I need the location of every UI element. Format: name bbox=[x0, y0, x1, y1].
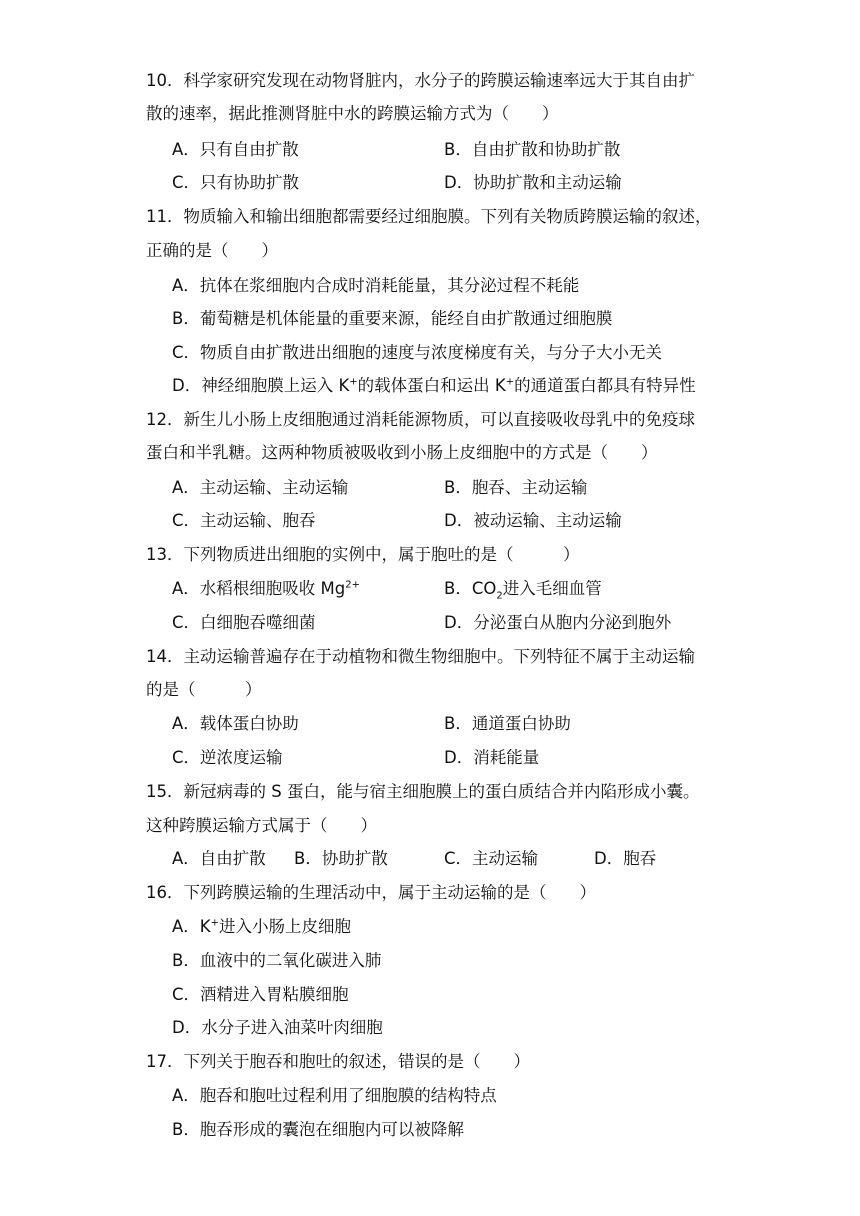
q14-option-a: A．载体蛋白协助 bbox=[172, 714, 299, 733]
q13-option-c: C．白细胞吞噬细菌 bbox=[172, 613, 316, 632]
q12-option-c: C．主动运输、胞吞 bbox=[172, 511, 316, 530]
q11-option-c: C．物质自由扩散进出细胞的速度与浓度梯度有关，与分子大小无关 bbox=[172, 343, 663, 362]
q12-option-a: A．主动运输、主动运输 bbox=[172, 478, 349, 497]
q17-option-b: B．胞吞形成的囊泡在细胞内可以被降解 bbox=[172, 1120, 464, 1139]
q13-option-b: B．$CO_2$进入毛细血管 bbox=[444, 579, 602, 602]
q12-stem-line2: 蛋白和半乳糖。这两种物质被吸收到小肠上皮细胞中的方式是（ ） bbox=[146, 443, 658, 462]
q14-option-c: C．逆浓度运输 bbox=[172, 748, 283, 767]
q14-stem-line1: 14．主动运输普遍存在于动植物和微生物细胞中。下列特征不属于主动运输 bbox=[146, 647, 695, 666]
q11-option-d: D．神经细胞膜上运入 K+的载体蛋白和运出 K+的通道蛋白都具有特异性 bbox=[172, 376, 696, 395]
q15-stem-line1: 15．新冠病毒的 S 蛋白，能与宿主细胞膜上的蛋白质结合并内陷形成小囊。 bbox=[146, 782, 700, 801]
q11-stem-line1: 11．物质输入和输出细胞都需要经过细胞膜。下列有关物质跨膜运输的叙述， bbox=[146, 207, 712, 226]
q16-stem: 16．下列跨膜运输的生理活动中，属于主动运输的是（ ） bbox=[146, 883, 596, 902]
q12-option-b: B．胞吞、主动运输 bbox=[444, 478, 588, 497]
q12-stem-line1: 12．新生儿小肠上皮细胞通过消耗能源物质，可以直接吸收母乳中的免疫球 bbox=[146, 410, 695, 429]
q16-option-a: A．K+进入小肠上皮细胞 bbox=[172, 917, 351, 936]
q13-stem: 13．下列物质进出细胞的实例中，属于胞吐的是（ ） bbox=[146, 545, 580, 564]
q14-stem-line2: 的是（ ） bbox=[146, 680, 262, 699]
q15-option-a: A．自由扩散 bbox=[172, 849, 266, 868]
q13-option-a: A．水稻根细胞吸收 $Mg^{2+}$ bbox=[172, 579, 360, 598]
q15-option-d: D．胞吞 bbox=[594, 849, 657, 868]
q16-option-d: D．水分子进入油菜叶肉细胞 bbox=[172, 1018, 383, 1037]
q10-option-b: B．自由扩散和协助扩散 bbox=[444, 140, 621, 159]
q11-stem-line2: 正确的是（ ） bbox=[146, 241, 278, 260]
q16-option-c: C．酒精进入胃粘膜细胞 bbox=[172, 985, 349, 1004]
q16-option-b: B．血液中的二氧化碳进入肺 bbox=[172, 951, 382, 970]
q10-option-a: A．只有自由扩散 bbox=[172, 140, 299, 159]
q11-option-a: A．抗体在浆细胞内合成时消耗能量，其分泌过程不耗能 bbox=[172, 276, 580, 295]
q10-option-c: C．只有协助扩散 bbox=[172, 173, 300, 192]
q13-option-d: D．分泌蛋白从胞内分泌到胞外 bbox=[444, 613, 672, 632]
q14-option-d: D．消耗能量 bbox=[444, 748, 540, 767]
q15-stem-line2: 这种跨膜运输方式属于（ ） bbox=[146, 816, 377, 835]
q10-option-d: D．协助扩散和主动运输 bbox=[444, 173, 622, 192]
q10-stem-line1: 10．科学家研究发现在动物肾脏内，水分子的跨膜运输速率远大于其自由扩 bbox=[146, 71, 695, 90]
q17-option-a: A．胞吞和胞吐过程利用了细胞膜的结构特点 bbox=[172, 1086, 497, 1105]
q17-stem: 17．下列关于胞吞和胞吐的叙述，错误的是（ ） bbox=[146, 1052, 530, 1071]
q12-option-d: D．被动运输、主动运输 bbox=[444, 511, 622, 530]
q15-option-c: C．主动运输 bbox=[444, 849, 539, 868]
q14-option-b: B．通道蛋白协助 bbox=[444, 714, 571, 733]
q15-option-b: B．协助扩散 bbox=[294, 849, 388, 868]
q10-stem-line2: 散的速率，据此推测肾脏中水的跨膜运输方式为（ ） bbox=[146, 104, 559, 123]
q11-option-b: B．葡萄糖是机体能量的重要来源，能经自由扩散通过细胞膜 bbox=[172, 309, 613, 328]
